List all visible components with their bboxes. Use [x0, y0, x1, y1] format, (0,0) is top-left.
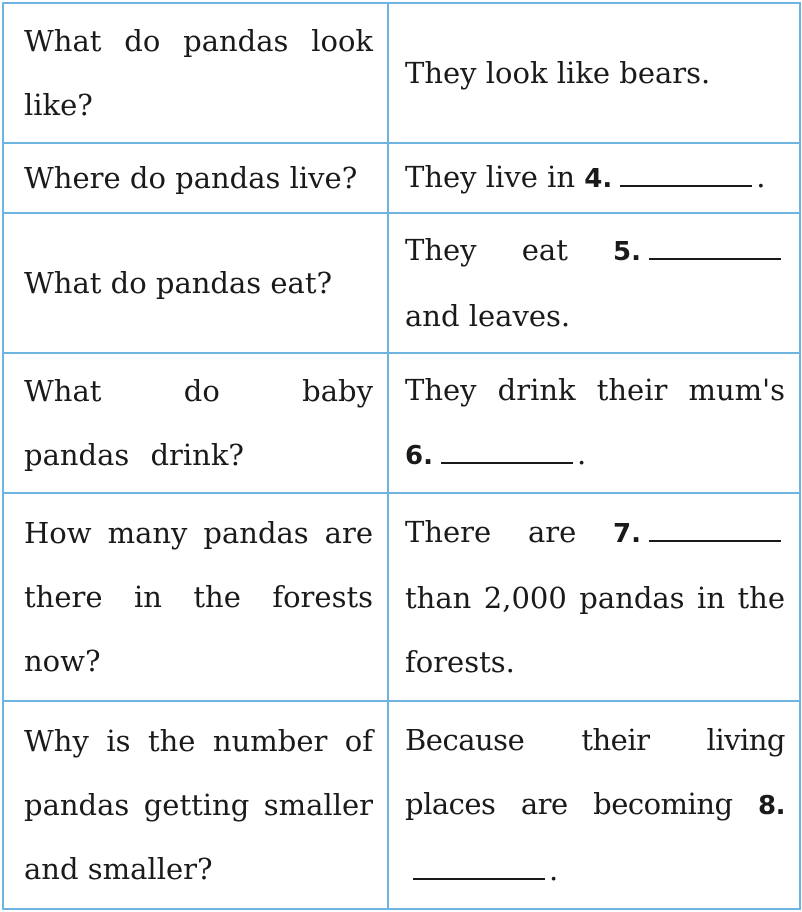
- answer-blank-6[interactable]: [441, 440, 573, 464]
- answer-cell: [388, 143, 800, 213]
- blank-number-8: 8.: [758, 791, 785, 821]
- blank-number-7: 7.: [613, 519, 641, 549]
- answer-text: They look like bears.: [405, 56, 711, 90]
- answer-cell: [388, 213, 800, 353]
- question-cell: [3, 493, 388, 701]
- answer-text-after: than 2,000 pandas in the forests.: [405, 581, 785, 679]
- answer-blank-8[interactable]: [413, 856, 545, 880]
- question-cell: [3, 143, 388, 213]
- question-cell: [3, 353, 388, 493]
- question-cell: [3, 701, 388, 909]
- question-text: Where do pandas live?: [24, 161, 358, 195]
- table-row: [3, 213, 800, 353]
- question-cell: [3, 3, 388, 143]
- answer-cell: [388, 3, 800, 143]
- blank-number-6: 6.: [405, 441, 433, 471]
- answer-text-before: They live in: [405, 160, 585, 194]
- table-row: [3, 493, 800, 701]
- answer-blank-4[interactable]: [620, 163, 752, 187]
- question-text: What do baby pandas drink?: [24, 374, 373, 472]
- question-text: Why is the number of pandas getting smaller and smaller?: [24, 724, 373, 886]
- table-row: [3, 353, 800, 493]
- answer-cell: [388, 353, 800, 493]
- answer-text-after: .: [756, 160, 766, 194]
- question-text: What do pandas eat?: [24, 266, 333, 300]
- answer-cell: [388, 701, 800, 909]
- table-row: [3, 143, 800, 213]
- answer-blank-5[interactable]: [649, 236, 781, 260]
- answer-text-before: There are: [405, 515, 614, 549]
- question-cell: [3, 213, 388, 353]
- table-row: [3, 3, 800, 143]
- answer-text-after: .: [576, 437, 587, 471]
- answer-text-after: .: [549, 853, 558, 887]
- answer-blank-7[interactable]: [649, 518, 781, 542]
- panda-facts-table: [2, 2, 801, 910]
- question-text: What do pandas look like?: [24, 24, 373, 122]
- blank-number-5: 5.: [613, 237, 641, 267]
- answer-text-before: They drink their mum's: [405, 373, 785, 407]
- question-text: How many pandas are there in the forests now?: [24, 516, 373, 678]
- answer-cell: [388, 493, 800, 701]
- answer-text-before: Because their living places are becoming: [405, 723, 785, 821]
- table-row: [3, 701, 800, 909]
- answer-text-after: and leaves.: [405, 299, 571, 333]
- answer-text-before: They eat: [405, 233, 614, 267]
- blank-number-4: 4.: [584, 164, 613, 194]
